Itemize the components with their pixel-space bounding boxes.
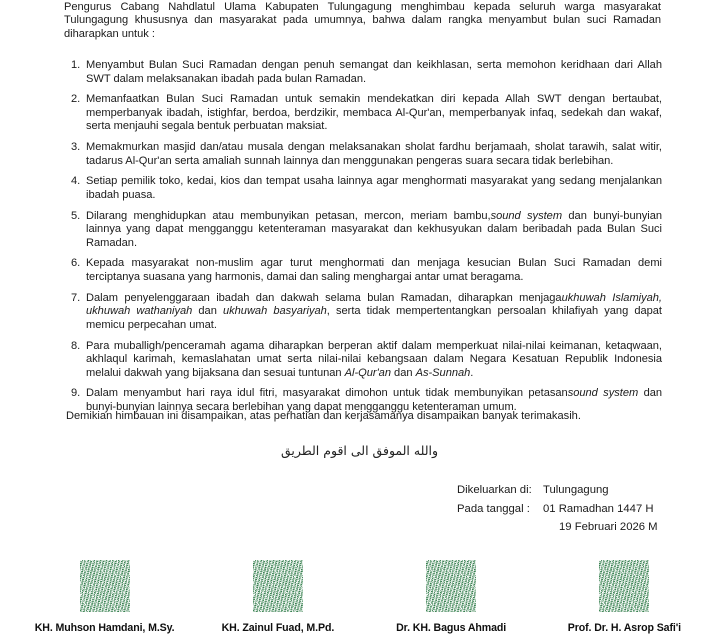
signature-block xyxy=(538,560,711,634)
text-segment: . xyxy=(470,366,474,379)
closing-paragraph: Demikian himbauan ini disampaikan, atas perhatian dan kerjasamanya disampaikan banyak terimakasih. xyxy=(66,410,581,422)
list-item-number: 6. xyxy=(71,257,81,270)
list-item-text: Menyambut Bulan Suci Ramadan dengan penuh semangat dan keikhlasan, serta memohon keridhaan dari Allah SWT dalam melaksanakan ibadah pada bulan Ramadan. xyxy=(86,59,662,85)
signature-block xyxy=(191,560,364,634)
list-item-number: 7. xyxy=(71,291,81,304)
text-segment: dan bunyi-bunyian lainnya secara berlebihan yang dapat mengganggu ketenteraman umum. xyxy=(86,387,663,413)
text-segment-italic: As-Sunnah xyxy=(415,366,471,379)
list-item-text xyxy=(86,340,662,381)
list-item xyxy=(64,340,662,381)
list-item xyxy=(64,210,662,251)
signature-block xyxy=(18,560,191,634)
issuance-hijri-date: 01 Ramadhan 1447 H xyxy=(543,502,654,515)
text-segment: Dilarang menghidupkan atau membunyikan petasan, mercon, meriam bambu, xyxy=(86,209,491,222)
list-item-number: 1. xyxy=(71,59,81,71)
text-segment: Para muballigh/penceramah agama diharapkan berperan aktif dalam memperkuat nilai-nilai keimanan, ketaqwaan, akhlaqul karimah, kemaslahatan umat serta nilai-nilai kebangsaan dalam Negara Kesatuan Republik Indonesia melalui dakwah yang bijaksana dan sesuai tuntunan xyxy=(86,339,662,379)
signatory-name: Prof. Dr. H. Asrop Safi'i xyxy=(567,622,681,634)
list-item xyxy=(64,292,662,333)
list-item-text: Kepada masyarakat non-muslim agar turut menghormati dan menjaga kesucian Bulan Suci Ramadan demi terciptanya suasana yang harmonis, damai dan saling menghargai antar umat beragama. xyxy=(86,257,662,283)
list-item-number: 2. xyxy=(71,93,81,106)
issuance-block xyxy=(457,481,658,537)
issuance-place-value: Tulungagung xyxy=(543,484,609,496)
intro-paragraph: Pengurus Cabang Nahdlatul Ulama Kabupaten Tulungagung menghimbau kepada seluruh warga masyarakat Tulungagung khususnya dan masyarakat pada umumnya, bahwa dalam rangka menyambut bulan suci Ramadan diharapkan untuk : xyxy=(64,1,661,40)
list-item-text: Setiap pemilik toko, kedai, kios dan tempat usaha lainnya agar menghormati masyarakat yang sedang menjalankan ibadah puasa. xyxy=(86,175,662,201)
list-item-number: 5. xyxy=(71,209,81,222)
signature-row xyxy=(0,560,719,634)
arabic-benediction: والله الموفق الى اقوم الطريق xyxy=(280,443,439,458)
text-segment: dan bunyi-bunyian lainnya yang dapat mengganggu ketenteraman masyarakat dan kekhusyukan dalam beribadah pada Bulan Suci Ramadan. xyxy=(86,209,663,249)
list-item-text xyxy=(86,292,662,333)
qr-code-signature-icon xyxy=(80,560,130,612)
signatory-name: KH. Muhson Hamdani, M.Sy. xyxy=(34,622,175,634)
text-segment-italic: ukhuwah Islamiyah, ukhuwah wathaniyah xyxy=(86,291,662,318)
text-segment-italic: ukhuwah basyariyah xyxy=(222,305,327,318)
qr-code-signature-icon xyxy=(426,560,476,612)
list-item-number: 4. xyxy=(71,175,81,188)
signatory-name: Dr. KH. Bagus Ahmadi xyxy=(396,622,507,634)
text-segment-italic: sound system xyxy=(490,209,563,222)
list-item xyxy=(64,175,662,202)
text-segment-italic: sound system xyxy=(567,387,639,400)
issuance-gregorian-row xyxy=(457,518,658,537)
list-item xyxy=(64,141,662,168)
signatory-name: KH. Zainul Fuad, M.Pd. xyxy=(221,622,335,634)
list-item xyxy=(64,59,662,86)
text-segment: Dalam penyelenggaraan ibadah dan dakwah selama bulan Ramadan, diharapkan menjaga xyxy=(86,291,562,304)
text-segment-italic: Al-Qur'an xyxy=(344,366,391,379)
qr-code-signature-icon xyxy=(599,560,649,612)
issuance-gregorian-date: 19 Februari 2026 M xyxy=(559,521,658,534)
signature-block xyxy=(365,560,538,634)
text-segment: Dalam menyambut hari raya idul fitri, masyarakat dimohon untuk tidak membunyikan petasan xyxy=(86,387,568,400)
list-item xyxy=(64,93,662,134)
list-item xyxy=(64,257,662,284)
issuance-hijri-row xyxy=(457,500,658,519)
list-item-text xyxy=(86,210,662,251)
list-item-number: 8. xyxy=(71,339,81,352)
qr-code-signature-icon xyxy=(253,560,303,612)
issuance-date-label: Pada tanggal : xyxy=(457,502,530,515)
list-item-text: Memakmurkan masjid dan/atau musala dengan melaksanakan sholat fardhu berjamaah, sholat tarawih, salat witir, tadarus Al-Qur'an serta amaliah sunnah lainnya dan menggunakan pengeras suara secara tidak berlebihan. xyxy=(86,141,662,167)
text-segment: , serta tidak mempertentangkan persoalan khilafiyah yang dapat memicu perpecahan umat. xyxy=(86,305,662,331)
text-segment: dan xyxy=(391,366,416,379)
himbauan-list xyxy=(64,59,662,422)
list-item-text: Memanfaatkan Bulan Suci Ramadan untuk semakin mendekatkan diri kepada Allah SWT dengan bertaubat, memperbanyak ibadah, istighfar, berdoa, berdzikir, membaca Al-Qur'an, memperbanyak infaq, sedekah dan wakaf, serta menjauhi segala bentuk perbuatan maksiat. xyxy=(86,93,662,133)
issuance-place-label: Dikeluarkan di: xyxy=(457,484,532,496)
text-segment: dan xyxy=(192,305,223,318)
list-item-number: 9. xyxy=(71,387,81,400)
list-item-number: 3. xyxy=(71,141,81,154)
issuance-place-row xyxy=(457,481,658,500)
